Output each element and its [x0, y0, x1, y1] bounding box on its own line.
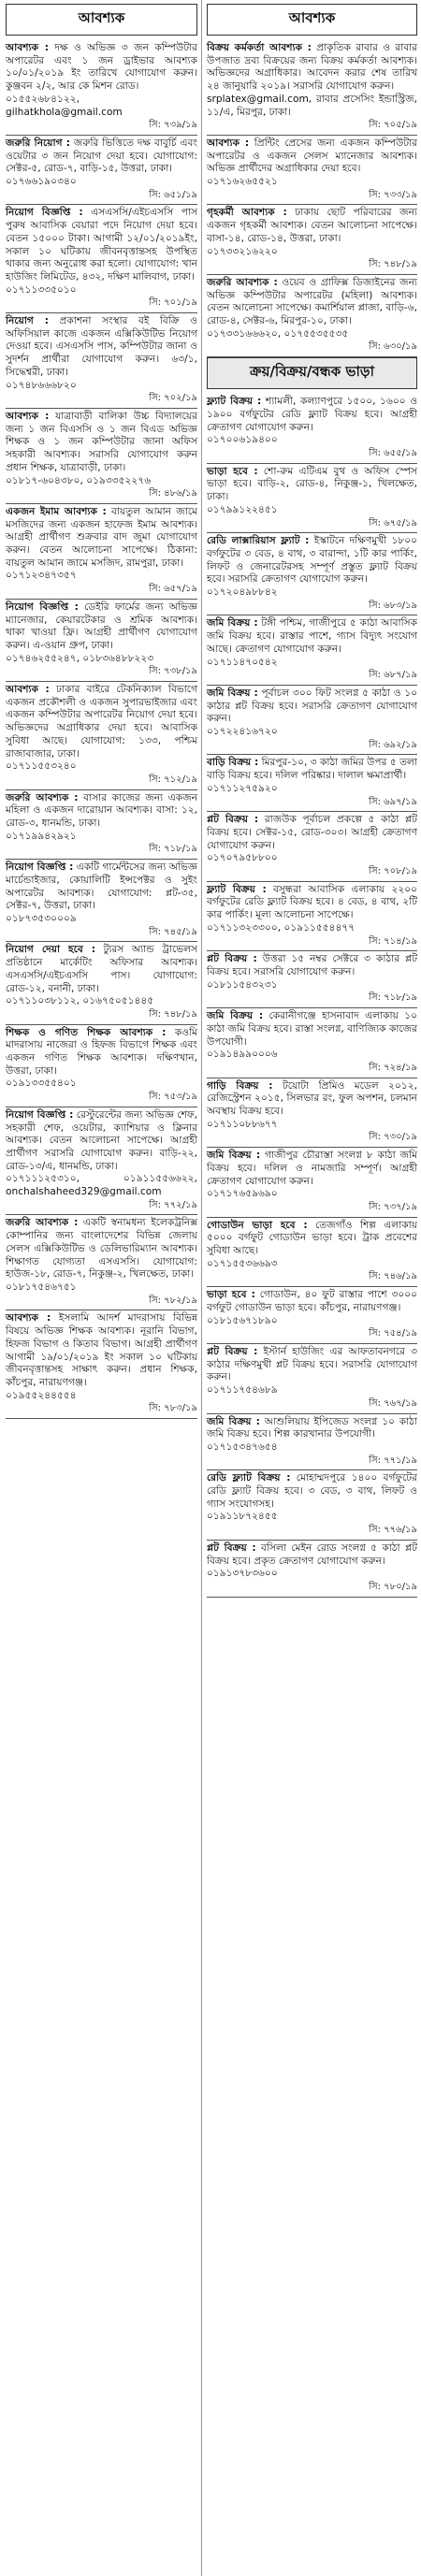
- classified-ad: [6, 1107, 197, 1216]
- ad-heading: প্লট বিক্রয় :: [207, 953, 257, 965]
- section-header-wanted-right: আবশ্যক: [207, 4, 417, 36]
- ad-code: সি: ৭২৪/১৯: [369, 1062, 417, 1073]
- ad-body: শো-রুম এটিএম বুথ ও অফিস স্পেস ভাড়া হবে। বাড়ি-২, রোড-৪, নিকুঞ্জ-১, খিলক্ষেত, ঢাকা।: [207, 465, 417, 503]
- ad-heading: নিয়োগ বিজ্ঞপ্তি :: [6, 861, 74, 874]
- right-top-ads-list: [207, 40, 417, 357]
- ad-body: প্রিন্টিং প্রেসের জন্য একজন কম্পিউটার অপারেটর ও একজন সেলস ম্যানেজার আবশ্যক। অভিজ্ঞ প্রার্থীদের অগ্রাধিকার দেয়া হবে।: [207, 137, 418, 175]
- ad-code: সি: ৭১৮/১৯: [369, 992, 417, 1004]
- left-column: [0, 0, 202, 2576]
- ad-body: টঙ্গী পশ্চিম, গাজীপুরে ৫ কাঠা আবাসিক জমি বিক্রয় হবে। রাস্তার পাশে, গ্যাস বিদ্যুৎ সংযোগ আছে। ক্রেতাগণ যোগাযোগ করুন।: [207, 617, 418, 655]
- ad-heading: ভাড়া হবে :: [207, 1289, 255, 1301]
- ad-contact: ০১৭৯৯১২২৪৫১: [207, 503, 278, 515]
- ad-contact: ০১৭০৭৯৫৮৮০০: [207, 852, 278, 864]
- classified-ad: [207, 1414, 417, 1471]
- ad-code: সি: ৭৩৮/১৯: [149, 666, 197, 677]
- ad-body: মোহাম্মদপুরে ১৪০০ বর্গফুটের রেডি ফ্ল্যাট বিক্রয় হবে। ৩ বেড, ৩ বাথ, লিফট ও গ্যাস সংযোগসহ।: [207, 1472, 418, 1510]
- ad-body: তেজগাঁও শিল্প এলাকায় ৫০০০ বর্গফুট গোডাউন ভাড়া হবে। ট্রাক প্রবেশের সুবিধা আছে।: [207, 1219, 417, 1257]
- right-bottom-ads-list: [207, 394, 417, 1597]
- ad-code: সি: ৭৮০/১৯: [369, 1581, 417, 1592]
- ad-contact: ০১৯১৩৭৮৩৬০০: [207, 1568, 278, 1580]
- ad-code: সি: ৭১৪/১৯: [369, 935, 417, 947]
- ad-heading: জমি বিক্রয় :: [207, 687, 258, 699]
- ad-body: শ্যামলী, কল্যাণপুরে ১৫০০, ১৬০০ ও ১৯০০ বর্গফুটের রেডি ফ্ল্যাট বিক্রয় হবে। আগ্রহী ক্রেতাগণ যোগাযোগ করুন।: [207, 396, 417, 433]
- ad-body: বসুন্ধরা আবাসিক এলাকায় ২২০০ বর্গফুটের রেডি ফ্ল্যাট বিক্রয় হবে। ৪ বেড, ৪ বাথ, ২টি কার পার্কিং। মূল্য আলোচনা সাপেক্ষে।: [207, 883, 417, 921]
- ad-heading: ফ্ল্যাট বিক্রয় :: [207, 883, 267, 895]
- ad-code: সি: ৭০১/১৯: [149, 297, 197, 309]
- classified-ad: [207, 1148, 417, 1218]
- ad-heading: জমি বিক্রয় :: [207, 617, 258, 630]
- classified-ad: [6, 682, 197, 790]
- classified-ad: [207, 275, 417, 357]
- ad-heading: নিয়োগ দেয়া হবে :: [6, 944, 95, 956]
- ad-heading: আবশ্যক :: [6, 42, 49, 53]
- ad-heading: প্লট বিক্রয় :: [207, 1541, 256, 1554]
- ad-body: টয়োটা প্রিমিও মডেল ২০১২, রেজিস্ট্রেশন ২০১৫, সিলভার রং, ফুল অপশন, চলমান অবস্থায় বিক্রয় হবে।: [207, 1079, 417, 1118]
- ad-body: ডেইরি ফার্মের জন্য অভিজ্ঞ ম্যানেজার, কেয়ারটেকার ও শ্রমিক আবশ্যক। থাকা খাওয়া ফ্রি। আগ্রহী প্রার্থীগণ যোগাযোগ করুন। এ-ওয়ান গ্রুপ, ঢাকা।: [6, 601, 197, 651]
- classified-ad: [6, 205, 197, 313]
- ad-code: সি: ৬৮৭/১৯: [369, 670, 417, 681]
- ad-contact: ০১৭১২৩৪৭৩৫৭: [6, 570, 77, 582]
- ad-heading: বাড়ি বিক্রয় :: [207, 757, 259, 769]
- ad-contact: ০১৫৫২৬৮৪১২২, gilhatkhola@gmail.com: [6, 93, 123, 118]
- ad-heading: গাড়ি বিক্রয় :: [207, 1079, 273, 1092]
- ad-contact: ০১৭১৯৯৪২৯২১: [6, 830, 77, 842]
- ad-body: কেরানীগঞ্জে হাসনাবাদ এলাকায় ১০ কাঠা জমি বিক্রয় হবে। রাস্তা সংলগ্ন, বাণিজ্যিক কাজের উপযোগী।: [207, 1010, 417, 1048]
- classified-ad: [207, 686, 417, 756]
- ad-body: বাসার কাজের জন্য একজন মহিলা ও একজন দারোয়ান আবশ্যক। বাসা: ১২, রোড-৩, ধানমন্ডি, ঢাকা।: [6, 791, 197, 830]
- ad-heading: প্লট বিক্রয় :: [207, 814, 259, 826]
- ad-contact: ০১৭১৬২৬৫৫২১: [207, 176, 278, 188]
- ad-body: কওমি মাদরাসায় নাজেরা ও হিফজ বিভাগে শিক্ষক এবং একজন গণিত শিক্ষক আবশ্যক। দক্ষিণখান, উত্তরা, ঢাকা।: [6, 1026, 197, 1077]
- section-header-buy-sell-rent: ক্রয়/বিক্রয়/বন্ধক ভাড়া: [207, 357, 417, 389]
- ad-code: সি: ৬৫৭/১৯: [149, 584, 197, 595]
- ad-body: ইস্টার্ন হাউজিং এর আফতাবনগরে ৩ কাঠার দক্ষিণমুখী প্লট বিক্রয় হবে। সরাসরি যোগাযোগ করুন।: [207, 1345, 417, 1383]
- ad-body: মিরপুর-১০, ৩ কাঠা জমির উপর ৫ তলা বাড়ি বিক্রয় হবে। দলিল পরিষ্কার। দালাল ক্ষমাপ্রার্থী।: [207, 757, 417, 782]
- ad-body: গোডাউন, ৪০ ফুট রাস্তার পাশে ৩০০০ বর্গফুট গোডাউন ভাড়া হবে। কাঁচপুর, নারায়ণগঞ্জ।: [207, 1289, 418, 1313]
- ad-heading: একজন ইমাম আবশ্যক :: [6, 505, 107, 517]
- classified-ad: [207, 394, 417, 464]
- ad-code: সি: ৭৪৮/১৯: [149, 1008, 197, 1020]
- ad-heading: শিক্ষক ও গণিত শিক্ষক আবশ্যক :: [6, 1026, 167, 1038]
- ad-heading: গোডাউন ভাড়া হবে :: [207, 1219, 308, 1231]
- ad-contact: ০১৭৪৮৬৬৬৮২০: [6, 379, 77, 391]
- ad-code: সি: ৭৫৩/১৯: [149, 1092, 197, 1103]
- ad-heading: নিয়োগ :: [6, 315, 49, 327]
- ad-body: ট্যুরস অ্যান্ড ট্রাভেলস প্রতিষ্ঠানে মার্কেটিং অফিসার আবশ্যক। এসএসসি/এইচএসসি পাস। যোগাযোগ: রোড-১২, বনানী, ঢাকা।: [6, 944, 198, 994]
- ad-code: সি: ৭৭১/১৯: [369, 1454, 417, 1466]
- ad-contact: ০১৯৫৫২৪৪৫৫৪: [6, 1389, 77, 1401]
- classified-ad: [6, 860, 197, 942]
- ad-code: সি: ৭১২/১৯: [149, 774, 197, 785]
- ad-contact: ০১৭১১০৩৮১১২, ০১৬৭৫০৫১৪৪৫: [6, 995, 154, 1007]
- ad-body: গাজীপুর চৌরাস্তা সংলগ্ন ৮ কাঠা জমি বিক্রয় হবে। দলিল ও নামজারি সম্পূর্ণ। আগ্রহী ক্রেতাগণ যোগাযোগ করুন।: [207, 1150, 417, 1187]
- ad-body: জরুরি ভিত্তিতে দক্ষ বাবুর্চি এবং ওয়েটার ৩ জন নিয়োগ দেয়া হবে। যোগাযোগ: সেক্টর-৫, রোড-৭, বাড়ি-১৫, উত্তরা, ঢাকা।: [6, 137, 197, 175]
- ad-heading: জরুরি আবশ্যক :: [207, 276, 278, 288]
- section-header-wanted: আবশ্যক: [6, 4, 197, 36]
- ad-contact: ০১৭১৭৬৫৯৬৯০: [207, 1188, 278, 1200]
- ad-heading: জমি বিক্রয় :: [207, 1010, 264, 1022]
- ad-code: সি: ৭৭২/১৯: [149, 1199, 197, 1210]
- ad-code: সি: ৬৩০/১৯: [369, 341, 417, 353]
- ad-contact: ০১৮১১৫৪৩২৩১: [207, 978, 278, 991]
- ad-heading: জমি বিক্রয় :: [207, 1150, 261, 1162]
- ad-code: সি: ৭৩৯/১৯: [149, 120, 197, 131]
- ad-body: একটি গার্মেন্টসের জন্য অভিজ্ঞ মার্চেন্ডাইজার, কোয়ালিটি ইন্সপেক্টর ও সুইং অপারেটর আবশ্যক। যোগাযোগ: প্লট-৩৫, সেক্টর-৭, উত্তরা, ঢাকা।: [6, 861, 197, 912]
- ad-heading: আবশ্যক :: [6, 1312, 51, 1324]
- ad-contact: ০১৯১৪৯৯০০০৬: [207, 1049, 278, 1061]
- classified-ad: [207, 1344, 417, 1414]
- ad-code: সি: ৭৭৬/১৯: [369, 1525, 417, 1536]
- right-column: [202, 0, 421, 2576]
- ad-code: সি: ৭৮২/১৯: [149, 1295, 197, 1306]
- ad-body: রাজউক পূর্বাচল প্রকল্পে ৫ কাঠা প্লট বিক্রয় হবে। সেক্টর-১৫, রোড-৩০৩। আগ্রহী ক্রেতাগণ যোগাযোগ করুন।: [207, 814, 417, 851]
- ad-heading: আবশ্যক :: [6, 684, 50, 696]
- ad-code: সি: ৭০৫/১৯: [369, 120, 417, 131]
- classified-ad: [207, 40, 417, 136]
- classified-ad: [207, 812, 417, 882]
- ad-contact: ০১৮৭৩৫৩০০০৯: [6, 913, 77, 924]
- ad-body: আশুলিয়ায় ইপিজেড সংলগ্ন ১০ কাঠা জমি বিক্রয় হবে। শিল্প কারখানার উপযোগী।: [207, 1415, 417, 1440]
- ad-code: সি: ৭৩৩/১৯: [369, 189, 417, 200]
- ad-body: প্রকাশনা সংস্থার বই বিক্রি ও অফিসিয়াল কাজে একজন এক্সিকিউটিভ নিয়োগ দেওয়া হবে। এসএসসি পাস, কম্পিউটার জানা ও সুদর্শন প্রার্থীরা যোগাযোগ করুন। ৬৩/১, সিদ্ধেশ্বরী, ঢাকা।: [6, 315, 198, 378]
- ad-body: ঢাকায় ছোট পরিবারের জন্য একজন গৃহকর্মী আবশ্যক। বেতন আলোচনা সাপেক্ষে। বাসা-১৪, রোড-১৪, উত্তরা, ঢাকা।: [207, 207, 418, 244]
- ad-code: সি: ৭৩৭/১৯: [369, 1201, 417, 1212]
- ad-contact: ০১৯১৩৩৫৫৪০১: [6, 1078, 77, 1090]
- ad-code: সি: ৬৫১/১৯: [149, 189, 197, 200]
- ad-code: সি: ৬৯২/১৯: [369, 739, 417, 750]
- ad-contact: ০১৭৬৬১৯০৩৪০: [6, 176, 77, 188]
- classified-ad: [6, 1310, 197, 1419]
- left-ads-list: [6, 40, 197, 1419]
- ad-contact: ০১৭১১০৮৮৬৭৭: [207, 1118, 278, 1130]
- ad-body: একটি স্বনামধন্য ইলেকট্রনিক্স কোম্পানির জন্য বাংলাদেশের বিভিন্ন জেলায় সেলস এক্সিকিউটিভ ও ডেলিভারিম্যান আবশ্যক। শিক্ষাগত যোগ্যতা এসএসসি। যোগাযোগ: হাউজ-১৮, রোড-৭, নিকুঞ্জ-২, খিলক্ষেত, ঢাকা।: [6, 1217, 197, 1281]
- classified-ad: [207, 464, 417, 534]
- ad-code: সি: ৬৫৫/১৯: [369, 447, 417, 458]
- classified-ad: [207, 755, 417, 812]
- classified-ad: [6, 1215, 197, 1310]
- ad-body: ঢাকার বাইরে টেকনিক্যাল বিভাগে একজন প্রকৌশলী ও একজন সুপারভাইজার এবং একজন কম্পিউটার অপারেটর নিয়োগ দেয়া হবে। অভিজ্ঞদের অগ্রাধিকার দেয়া হবে। আবাসিক সুবিধা আছে। যোগাযোগ: ১৩৩, পশ্চিম রাজাবাজার, ঢাকা।: [6, 684, 198, 760]
- ad-body: এসএসসি/এইচএসসি পাস পুরুষ আবাসিক বেয়ারা পদে নিয়োগ দেয়া হবে। বেতন ১৫০০০ টাকা। আগামী ১২/০১/২০১৯ইং, সকাল ১০ ঘটিকায় জীবনবৃত্তান্তসহ উপস্থিত থাকার জন্য অনুরোধ করা হলো। যোগাযোগ: খান হাউজিং লিমিটেড, ৪৩২, দক্ষিণ মালিবাগ, ঢাকা।: [6, 207, 197, 282]
- classified-ad: [6, 600, 197, 682]
- ad-contact: ০১৮১৭-৬০৪৩৮০, ০১৯৩৩৫২২৭৬: [6, 474, 152, 486]
- classified-ad: [207, 1218, 417, 1288]
- ad-heading: আবশ্যক :: [207, 137, 250, 149]
- ad-code: সি: ৬৯৭/১৯: [369, 796, 417, 807]
- ad-contact: ০১৭৩৩১৬৬৬২০, ০১৭৫৫৩৫৫৩৫: [207, 327, 349, 340]
- ad-contact: ০১৮১৫৬৭১৮৯০: [207, 1314, 278, 1326]
- ad-body: যাত্রাবাড়ী বালিকা উচ্চ বিদ্যালয়ের জন্য ১ জন বিএসসি ও ১ জন বিএড অভিজ্ঞ শিক্ষক ও ১ জন কম্পিউটার জানা অফিস সহকারী আবশ্যক। সরাসরি যোগাযোগ করুন প্রধান শিক্ষক, যাত্রাবাড়ী, ঢাকা।: [6, 410, 198, 473]
- ad-code: সি: ৬৮৩/১৯: [369, 600, 417, 611]
- ad-code: সি: ৬৭৫/১৯: [369, 517, 417, 528]
- classified-ad: [207, 1470, 417, 1541]
- ad-heading: গৃহকর্মী আবশ্যক :: [207, 207, 287, 219]
- ad-heading: আবশ্যক :: [6, 410, 50, 422]
- ad-heading: নিয়োগ বিজ্ঞপ্তি :: [6, 601, 79, 613]
- ad-body: ইস্কাটনে দক্ষিণমুখী ১৮০০ বর্গফুটের ৩ বেড, ৪ বাথ, ৩ বারান্দা, ১টি কার পার্কিং, লিফট ও জেনারেটরসহ সম্পূর্ণ প্রস্তুত ফ্ল্যাট বিক্রয় হবে। সরাসরি ক্রেতাগণ যোগাযোগ করুন।: [207, 535, 417, 586]
- classified-ad: [6, 40, 197, 136]
- ad-body: প্রাকৃতিক রাবার ও রাবার উপজাত দ্রব্য বিক্রয়ের জন্য বিক্রয় কর্মকর্তা আবশ্যক। অভিজ্ঞদের অগ্রাধিকার। আবেদন করার শেষ তারিখ ২৪ জানুয়ারি ২০১৯। সরাসরি যোগাযোগ করুন।: [207, 42, 417, 93]
- ad-code: সি: ৭৮৩/১৯: [149, 1403, 197, 1414]
- ad-contact: ০১৭১১৩৩৫০১০: [6, 283, 77, 296]
- ad-contact: ০১৭১১৪৭০৫৪২: [207, 656, 278, 668]
- classified-ad: [207, 615, 417, 686]
- ad-contact: ০১৭১১২৭৫৯২০: [207, 782, 278, 794]
- ad-contact: ০১৭৩৩২১৬২২০: [207, 245, 278, 257]
- ad-body: পূর্বাচল ৩০০ ফিট সংলগ্ন ৫ কাঠা ও ১০ কাঠার প্লট বিক্রয় হবে। সরাসরি ক্রেতাগণ যোগাযোগ করুন।: [207, 687, 417, 725]
- classified-ad: [207, 136, 417, 206]
- ad-body: ইসলামি আদর্শ মাদরাসায় বিভিন্ন বিষয়ে অভিজ্ঞ শিক্ষক আবশ্যক। নূরানি বিভাগ, হিফজ বিভাগ ও কিতাব বিভাগ। আগ্রহী প্রার্থীগণ আগামী ১৯/০১/২০১৯ ইং সকাল ১০ ঘটিকায় জীবনবৃত্তান্তসহ সাক্ষাৎ করুন। প্রধান শিক্ষক, কাঁচপুর, নারায়ণগঞ্জ।: [6, 1312, 198, 1388]
- ad-heading: ভাড়া হবে :: [207, 465, 258, 477]
- ad-heading: জরুরি আবশ্যক :: [6, 791, 79, 803]
- ad-heading: জরুরি আবশ্যক :: [6, 1217, 79, 1229]
- ad-code: সি: ৭৩০/১৯: [369, 1132, 417, 1143]
- ad-code: সি: ৭৫৪/১৯: [369, 1328, 417, 1339]
- ad-code: সি: ৭১৮/১৯: [149, 844, 197, 855]
- ad-heading: জরুরি নিয়োগ :: [6, 137, 71, 149]
- ad-heading: জমি বিক্রয় :: [207, 1415, 260, 1427]
- classified-ad: [207, 882, 417, 952]
- classified-ad: [6, 409, 197, 504]
- ad-contact: ০১৯১১৮৭২৪৫৫: [207, 1511, 278, 1523]
- ad-body: বায়তুল আমান জামে মসজিদের জন্য একজন হাফেজ ইমাম আবশ্যক। আগ্রহী প্রার্থীগণ শুক্রবার বাদ জুমা যোগাযোগ করুন। বেতন আলোচনা সাপেক্ষে। ঠিকানা: বায়তুল আমান জামে মসজিদ, রামপুরা, ঢাকা।: [6, 505, 197, 569]
- ad-contact: ০১৭৪৬২৫৫২৪৭, ০১৮৩৬৪৮৮২২৩: [6, 652, 154, 664]
- ad-contact: ০১৭১১৫৫৩২৪০: [6, 760, 77, 773]
- classified-ad: [6, 313, 197, 409]
- ad-body: উত্তরা ১৫ নম্বর সেক্টরে ৩ কাঠার প্লট বিক্রয় হবে। সরাসরি যোগাযোগ করুন।: [207, 953, 417, 977]
- classified-ad: [207, 205, 417, 275]
- classified-ad: [207, 1008, 417, 1078]
- ad-heading: ফ্ল্যাট বিক্রয় :: [207, 396, 262, 408]
- classified-ad: [207, 1287, 417, 1344]
- ad-heading: প্লট বিক্রয় :: [207, 1345, 258, 1357]
- ad-code: সি: ৭০২/১৯: [149, 393, 197, 404]
- ad-contact: ০১৭১১৭৫৪৬৮৯: [207, 1384, 278, 1397]
- ad-body: বসিলা মেইন রোড সংলগ্ন ৫ কাঠা প্লট বিক্রয় হবে। প্রকৃত ক্রেতাগণ যোগাযোগ করুন।: [207, 1541, 417, 1567]
- classified-ad: [6, 504, 197, 600]
- ad-heading: রেডি ফ্ল্যাট বিক্রয় :: [207, 1472, 291, 1484]
- ad-body: ওয়েব ও গ্রাফিক্স ডিজাইনের জন্য অভিজ্ঞ কম্পিউটার অপারেটর (মহিলা) আবশ্যক। বেতন আলোচনা সাপেক্ষে। কমার্শিয়াল প্লাজা, বাড়ি-৬, রোড-৪, সেক্টর-৬, মিরপুর-১০, ঢাকা।: [207, 276, 417, 327]
- ad-body: রেস্টুরেন্টের জন্য অভিজ্ঞ শেফ, সহকারী শেফ, ওয়েটার, ক্যাশিয়ার ও ক্লিনার আবশ্যক। বেতন আলোচনা সাপেক্ষে। আগ্রহী প্রার্থীগণ সরাসরি যোগাযোগ করুন। বাড়ি-২২, রোড-১৩/এ, ধানমন্ডি, ঢাকা।: [6, 1108, 197, 1172]
- classified-ad: [6, 136, 197, 206]
- ad-contact: ০১৭০০৬১৯৪০০: [207, 434, 278, 446]
- classified-ad: [207, 1078, 417, 1149]
- ad-heading: নিয়োগ বিজ্ঞপ্তি :: [6, 1108, 74, 1121]
- classified-ad: [207, 951, 417, 1008]
- classified-ad: [6, 1025, 197, 1107]
- classified-ad: [6, 790, 197, 861]
- ad-heading: নিয়োগ বিজ্ঞপ্তি :: [6, 207, 83, 219]
- ad-code: সি: ৭৪৫/১৯: [149, 926, 197, 937]
- ad-body: দক্ষ ও অভিজ্ঞ ৩ জন কম্পিউটার অপারেটর এবং ১ জন ড্রাইভার আবশ্যক ১০/০১/২০১৯ ইং তারিখে যোগাযোগ করুন। কুঞ্জবন ২/২, আর কে মিশন রোড।: [6, 42, 197, 93]
- ad-heading: রেডি লাক্সারিয়াস ফ্ল্যাট :: [207, 535, 310, 547]
- ad-code: সি: ৭০৮/১৯: [369, 866, 417, 877]
- ad-contact: ০১৭১৫৩৪৭৬৫৪: [207, 1440, 278, 1453]
- ad-contact: srplatex@gmail.com, রাবার প্রসেসিং ইন্ডাস্ট্রিজ, ১১/এ, মিরপুর, ঢাকা।: [207, 93, 417, 118]
- classified-ad: [207, 533, 417, 615]
- ad-code: সি: ৭৬৭/১৯: [369, 1397, 417, 1409]
- ad-code: সি: ৭৪৮/১৯: [369, 259, 417, 270]
- ad-code: সি: ৪৮৬/১৯: [149, 488, 197, 499]
- classified-ad: [6, 942, 197, 1024]
- ad-contact: ০১৭১৫৫৩৬৬৯৩: [207, 1257, 278, 1269]
- ad-contact: ০১৭১১৩২৩৩০০, ০১৯১১৫৫৪৪৭৭: [207, 921, 356, 933]
- ad-contact: ০১৭২০৪৯৮৮৪২: [207, 586, 278, 599]
- ad-contact: ০১৮১৭৫৪৬৭৫১: [6, 1281, 77, 1293]
- ad-contact: ০১৭২২৪১৬৭২০: [207, 726, 278, 738]
- ad-heading: বিক্রয় কর্মকর্তা আবশ্যক :: [207, 42, 312, 53]
- ad-contact: ০১৭১১১২৫৩১০, ০১৯১১৫৫৬৬২২, onchalshaheed329@gmail.com: [6, 1173, 197, 1198]
- classified-ad: [207, 1541, 417, 1598]
- ad-code: সি: ৭৪৬/১৯: [369, 1271, 417, 1282]
